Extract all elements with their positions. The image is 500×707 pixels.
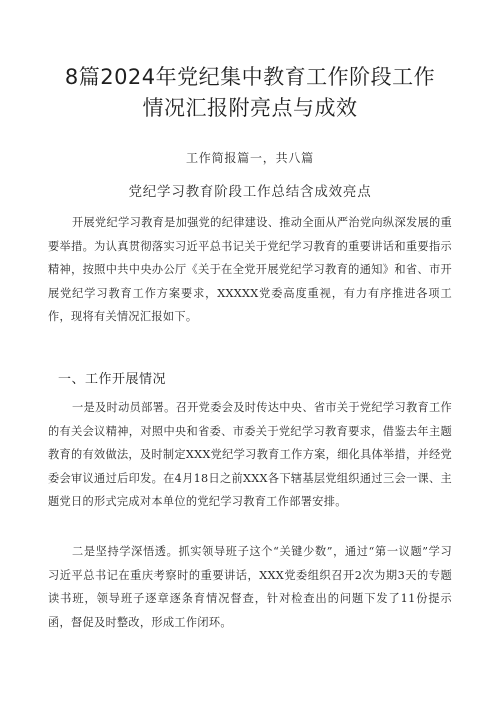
document-subtitle: 工作简报篇一，共八篇 [185,151,314,165]
body-paragraph: 二是坚持学深悟透。抓实领导班子这个“关键少数”，通过“第一议题”学习习近平总书记在重庆考察时的重要讲话，XXX党委组织召开2次为期3天的专题读书班，领导班子逐章逐条育情况督查，针对检查出的问题下发了11份提示函，督促及时整改，形成工作闭环。 [48,545,452,629]
section-heading: 一、工作开展情况 [58,372,167,387]
body-paragraph: 一是及时动员部署。召开党委会及时传达中央、省市关于党纪学习教育工作的有关会议精神，对照中央和省委、市委关于党纪学习教育要求，借鉴去年主题教育的有效做法，及时制定XXX党纪学习教育工作方案，细化具体举措，并经党委会审议通过后印发。在4月18日之前XXX各下辖基层党组织通过三会一课、主题党日的形式完成对本单位的党纪学习教育工作部署安排。 [48,401,452,508]
section-title: 党纪学习教育阶段工作总结含成效亮点 [128,184,372,200]
intro-paragraph: 开展党纪学习教育是加强党的纪律建设、推动全面从严治党向纵深发展的重要举措。为认真贯彻落实习近平总书记关于党纪学习教育的重要讲话和重要指示精神，按照中共中央办公厅《关于在全党开展党纪学习教育的通知》和省、市开展党纪学习教育工作方案要求，XXXXX党委高度重视，有力有序推进各项工作，现将有关情况汇报如下。 [48,216,452,323]
document-title: 8篇2024年党纪集中教育工作阶段工作情况汇报附亮点与成效 [64,65,436,120]
